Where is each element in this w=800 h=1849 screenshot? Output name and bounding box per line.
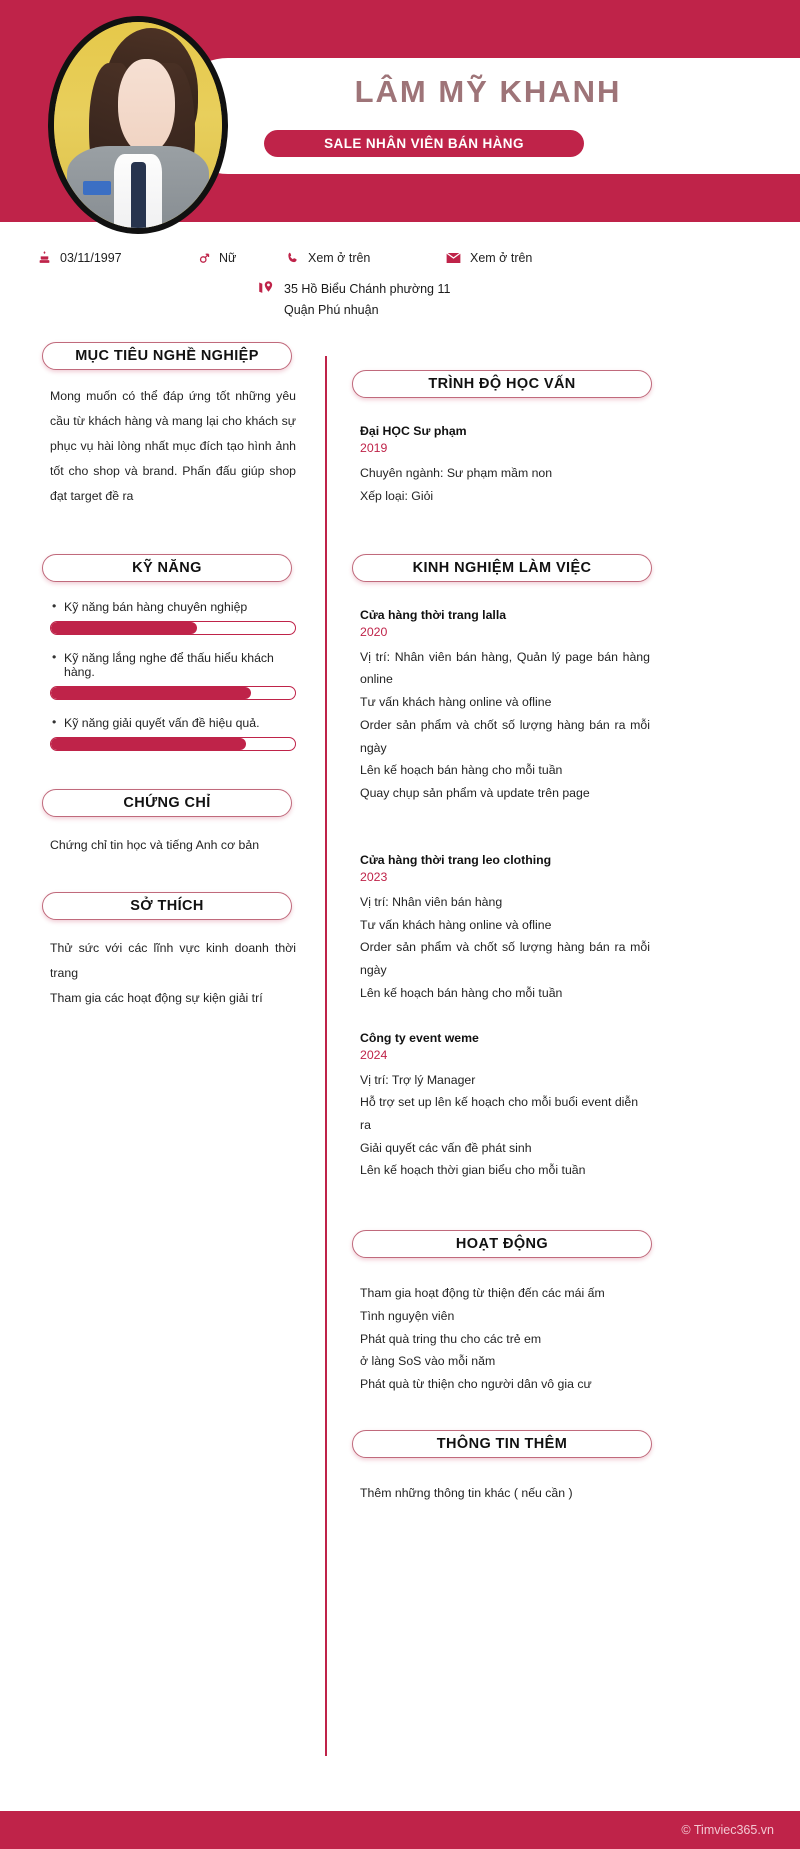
envelope-icon (446, 252, 461, 264)
job-company: Công ty event weme (360, 1030, 479, 1045)
job-detail: Quay chụp sản phẩm và update trên page (360, 786, 590, 801)
hobbies-heading: SỞ THÍCH (42, 892, 292, 920)
activities-heading: HOẠT ĐỘNG (352, 1230, 652, 1258)
phone-icon (286, 251, 299, 265)
hobby-line: Thử sức với các lĩnh vực kinh doanh thời trang (50, 941, 296, 981)
activity-line: Phát quà tring thu cho các trẻ em (360, 1331, 542, 1346)
contact-gender-value: Nữ (219, 251, 237, 265)
job-detail: Order sản phẩm và chốt số lượng hàng bán ra mỗi ngày (360, 717, 650, 755)
skill-bar-fill (51, 622, 197, 634)
contact-row-primary (0, 246, 800, 270)
experience-job (360, 608, 650, 805)
skill-bar-fill (51, 687, 251, 699)
cake-icon (38, 251, 51, 265)
job-detail: Vị trí: Trợ lý Manager (360, 1072, 476, 1087)
contact-address (284, 279, 450, 320)
activity-line: Tình nguyện viên (360, 1308, 455, 1323)
spacer (352, 1396, 652, 1430)
additional-text: Thêm những thông tin khác ( nếu cần ) (360, 1485, 573, 1500)
contact-email-value: Xem ở trên (470, 251, 533, 265)
education-detail: Xếp loại: Giỏi (360, 488, 434, 503)
avatar-tie (131, 162, 146, 234)
job-detail: Tư vấn khách hàng online và ofline (360, 695, 552, 710)
left-column (42, 342, 298, 1010)
section-objective (42, 342, 298, 508)
skill-label: • Kỹ năng giải quyết vấn đề hiệu quả. (50, 716, 296, 730)
job-year: 2024 (360, 1047, 388, 1062)
avatar (48, 16, 228, 234)
section-skills (42, 554, 298, 751)
spacer (42, 858, 298, 892)
section-experience (352, 554, 652, 1182)
job-detail: Lên kế hoạch bán hàng cho mỗi tuần (360, 985, 563, 1000)
job-company: Cửa hàng thời trang lalla (360, 607, 507, 622)
page-title: LÂM MỸ KHANH (354, 74, 622, 109)
section-education (352, 370, 652, 507)
experience-heading: KINH NGHIỆM LÀM VIỆC (352, 554, 652, 582)
activity-line: Tham gia hoạt động từ thiện đến các mái ấm (360, 1286, 605, 1301)
skill-bar-track (50, 621, 296, 635)
skill-label: • Kỹ năng lắng nghe để thấu hiểu khách hàng. (50, 651, 296, 679)
activity-line: Phát quà từ thiện cho người dân vô gia cư (360, 1377, 592, 1392)
job-year: 2023 (360, 869, 388, 884)
section-certificates (42, 789, 298, 858)
right-column (352, 370, 652, 1504)
certificates-text: Chứng chỉ tin học và tiếng Anh cơ bản (50, 838, 260, 853)
skill-item (50, 651, 296, 700)
footer-credit: © Timviec365.vn (681, 1823, 774, 1837)
job-detail: Lên kế hoạch thời gian biểu cho mỗi tuần (360, 1163, 586, 1178)
education-school: Đại HỌC Sư phạm (360, 424, 467, 439)
job-detail: Lên kế hoạch bán hàng cho mỗi tuần (360, 763, 563, 778)
contact-row-address (0, 279, 800, 320)
hobby-line: Tham gia các hoạt động sự kiện giải trí (50, 990, 263, 1005)
address-line-2: Quận Phú nhuận (284, 302, 379, 317)
contact-email[interactable] (446, 251, 606, 265)
skill-bar-fill (51, 738, 246, 750)
education-year: 2019 (360, 441, 388, 456)
certificates-heading: CHỨNG CHỈ (42, 789, 292, 817)
job-title-badge: SALE NHÂN VIÊN BÁN HÀNG (264, 130, 584, 157)
contact-dob-value: 03/11/1997 (60, 251, 122, 265)
job-detail: Hỗ trợ set up lên kế hoạch cho mỗi buổi event diễn ra (360, 1095, 639, 1132)
job-year: 2020 (360, 624, 388, 639)
cv-body (0, 342, 800, 1772)
header-banner (0, 0, 800, 222)
contact-section (0, 222, 800, 320)
footer (0, 1811, 800, 1849)
skill-bar-track (50, 686, 296, 700)
job-detail: Vị trí: Nhân viên bán hàng, Quản lý page bán hàng online (360, 649, 650, 687)
spacer (42, 508, 298, 554)
job-company: Cửa hàng thời trang leo clothing (360, 852, 552, 867)
gender-icon (198, 251, 210, 266)
experience-job (360, 853, 650, 1005)
skill-item (50, 716, 296, 751)
spacer (360, 831, 650, 853)
experience-job (360, 1031, 650, 1183)
skill-bar-track (50, 737, 296, 751)
additional-heading: THÔNG TIN THÊM (352, 1430, 652, 1458)
skill-label: • Kỹ năng bán hàng chuyên nghiệp (50, 600, 296, 614)
map-pin-icon (258, 280, 274, 320)
section-additional (352, 1430, 652, 1505)
contact-phone[interactable] (286, 251, 446, 265)
column-divider (325, 356, 327, 1756)
job-detail: Giải quyết các vấn đề phát sinh (360, 1140, 532, 1155)
objective-heading: MỤC TIÊU NGHỀ NGHIỆP (42, 342, 292, 370)
skills-heading: KỸ NĂNG (42, 554, 292, 582)
job-detail: Tư vấn khách hàng online và ofline (360, 917, 552, 932)
avatar-image (54, 22, 222, 228)
job-detail: Order sản phẩm và chốt số lượng hàng bán ra mỗi ngày (360, 940, 650, 978)
skill-item (50, 600, 296, 635)
avatar-name-badge (83, 181, 112, 195)
objective-text: Mong muốn có thể đáp ứng tốt những yêu cầu từ khách hàng và mang lại cho khách sự phục vụ hài lòng nhất mục đích tạo hình ảnh tốt cho shop và brand. Phấn đấu giúp shop đạt target đề ra (50, 389, 296, 503)
address-line-1: 35 Hồ Biểu Chánh phường 11 (284, 282, 451, 296)
section-activities (352, 1230, 652, 1396)
contact-phone-value: Xem ở trên (308, 251, 371, 265)
spacer (42, 767, 298, 789)
education-detail: Chuyên ngành: Sư phạm mầm non (360, 466, 553, 481)
section-hobbies (42, 892, 298, 1010)
contact-dob (38, 251, 198, 265)
spacer (352, 508, 652, 554)
education-heading: TRÌNH ĐỘ HỌC VẤN (352, 370, 652, 398)
activity-line: ở làng SoS vào mỗi năm (360, 1354, 496, 1369)
avatar-face (118, 59, 175, 154)
contact-gender (198, 251, 286, 266)
job-detail: Vị trí: Nhân viên bán hàng (360, 894, 503, 909)
spacer (352, 1208, 652, 1230)
